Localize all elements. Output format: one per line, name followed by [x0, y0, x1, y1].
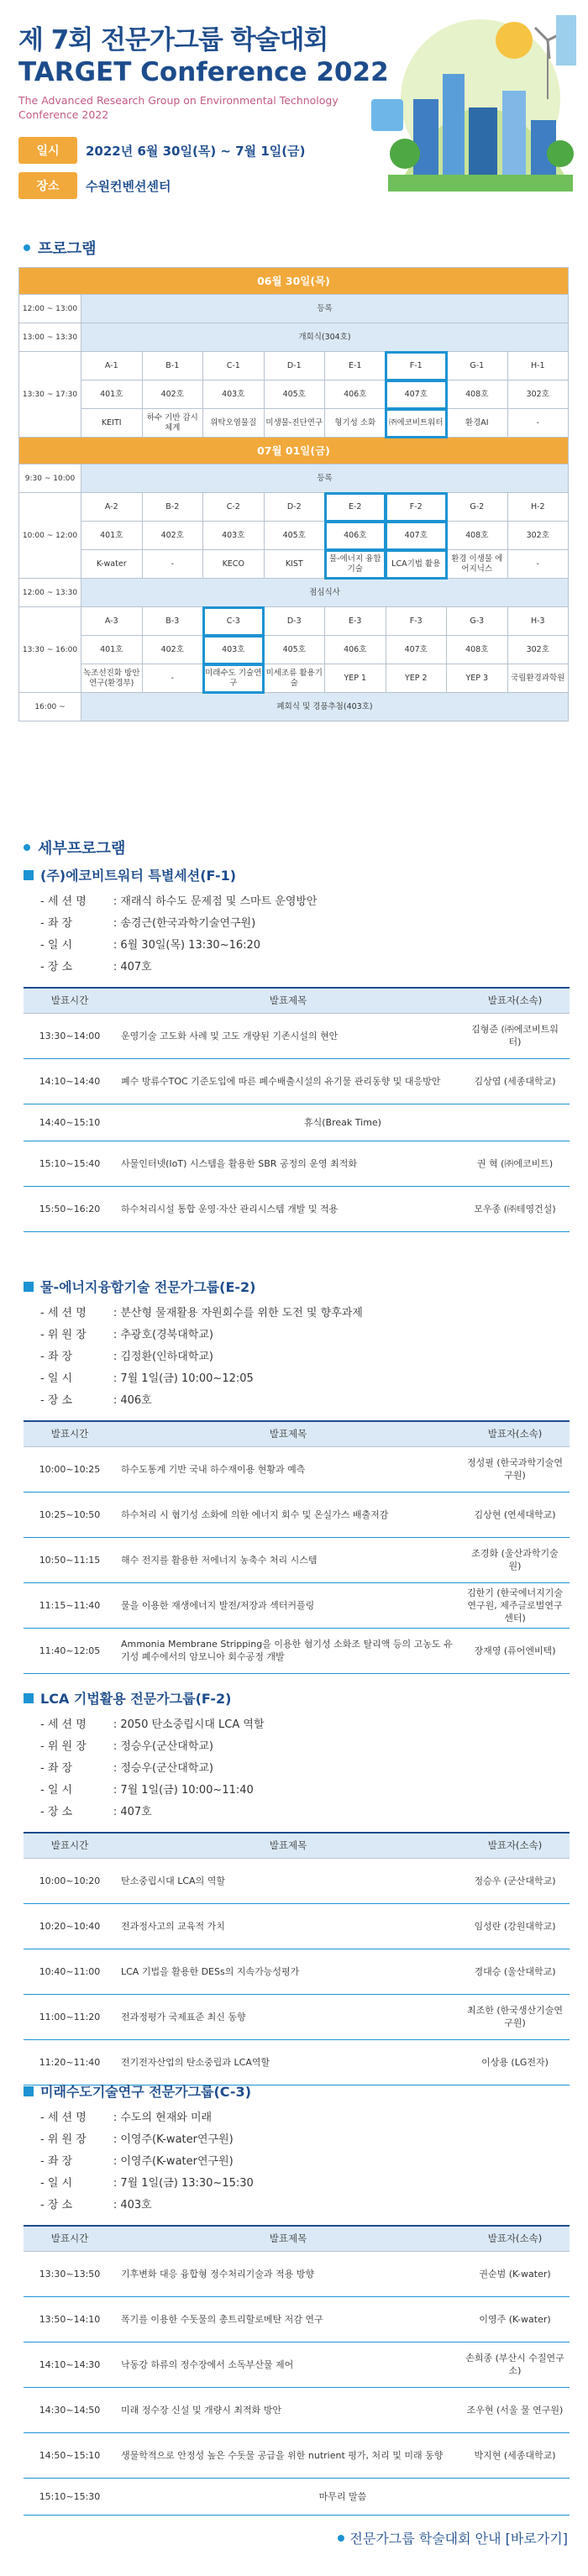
presenter-cell: 임성란 (강원대학교): [460, 1903, 570, 1949]
meta-row: - 세 션 명 : 수도의 현재와 미래: [40, 2112, 213, 2124]
break-cell: 마무리 말씀: [116, 2478, 570, 2515]
title-cell: 낙동강 하류의 정수장에서 소독부산물 제어: [116, 2342, 460, 2387]
org-cell: KECO: [203, 550, 265, 579]
time-cell: 13:30 ~ 17:30: [19, 352, 81, 438]
date-value: 2022년 6월 30일(목) ~ 7월 1일(금): [86, 143, 306, 159]
meta-row: - 장 소 : 403호: [40, 2199, 152, 2211]
time-cell: 13:00 ~ 13:30: [19, 323, 81, 352]
org-cell: 환경AI: [447, 409, 508, 438]
presenter-cell: 권 혁 (㈜에코비트): [460, 1141, 570, 1186]
meta-row: - 좌 장 : 이영주(K-water연구원): [40, 2155, 234, 2168]
session-table: [24, 1420, 570, 1674]
table-header-row: [24, 1421, 570, 1446]
session-code: E-2: [325, 493, 386, 522]
room-cell: 407호: [386, 636, 447, 664]
opening-cell: 개회식(304호): [81, 323, 569, 352]
time-cell: 15:50~16:20: [24, 1186, 116, 1231]
session-code: A-3: [81, 607, 143, 636]
title-cell: LCA 기법을 활용한 DESs의 지속가능성평가: [116, 1949, 460, 1994]
session-title: (주)에코비트워터 특별세션(F-1): [24, 865, 570, 884]
time-cell: 10:00~10:25: [24, 1446, 116, 1492]
room-cell: 405호: [264, 636, 325, 664]
time-cell: 16:00 ~: [19, 693, 81, 721]
presenter-cell: 김형준 (㈜에코비트워터): [460, 1013, 570, 1058]
room-cell: 408호: [447, 380, 508, 409]
org-cell: 위탁오염물질: [203, 409, 265, 438]
meta-row: - 좌 장 : 정승우(군산대학교): [40, 1762, 213, 1775]
table-row: [24, 1949, 570, 1994]
col-header: 발표시간: [24, 1421, 116, 1446]
room-cell: 407호: [386, 380, 447, 409]
org-cell: KEITI: [81, 409, 143, 438]
meta-row: - 장 소 : 406호: [40, 1394, 152, 1407]
col-header: 발표자(소속): [460, 2226, 570, 2251]
table-row: [24, 2251, 570, 2296]
session-code: C-3: [203, 607, 265, 636]
title-cell: 해수 전지를 활용한 저에너지 농축수 처리 시스템: [116, 1537, 460, 1582]
time-cell: 11:15~11:40: [24, 1582, 116, 1628]
session-code: E-3: [325, 607, 386, 636]
table-row: [24, 1628, 570, 1673]
table-row: [24, 1186, 570, 1231]
room-cell: 406호: [325, 380, 386, 409]
title-cell: 전기전자산업의 탄소중립과 LCA역할: [116, 2039, 460, 2085]
title-cell: 폭기를 이용한 수돗물의 총트리할로메탄 저감 연구: [116, 2296, 460, 2342]
title-cell: 하수도통계 기반 국내 하수재이용 현황과 예측: [116, 1446, 460, 1492]
title-cell: 전과정사고의 교육적 가치: [116, 1903, 460, 1949]
time-cell: 13:50~14:10: [24, 2296, 116, 2342]
room-cell: 406호: [325, 636, 386, 664]
org-cell: YEP 2: [386, 664, 447, 693]
table-row: [24, 1492, 570, 1537]
session-code: H-3: [507, 607, 569, 636]
org-cell: 형기성 소화: [325, 409, 386, 438]
presenter-cell: 권순범 (K-water): [460, 2251, 570, 2296]
org-cell: -: [507, 409, 569, 438]
org-cell: K-water: [81, 550, 143, 579]
presenter-cell: 김한기 (한국에너지기술연구원, 제주글로벌연구센터): [460, 1582, 570, 1628]
session-code: C-1: [203, 352, 265, 380]
org-cell: 미세조류 활용기술: [264, 664, 325, 693]
time-cell: 15:10~15:40: [24, 1141, 116, 1186]
meta-row: - 일 시 : 6월 30일(목) 13:30~16:20: [40, 939, 261, 952]
room-cell: 405호: [264, 522, 325, 550]
registration-cell: 등록: [81, 464, 569, 493]
table-row: [24, 1858, 570, 1903]
room-cell: 402호: [142, 522, 203, 550]
presenter-cell: 김상현 (연세대학교): [460, 1492, 570, 1537]
session-code: C-2: [203, 493, 265, 522]
title-cell: 물을 이용한 재생에너지 발전/저장과 섹터커플링: [116, 1582, 460, 1628]
org-cell: YEP 1: [325, 664, 386, 693]
table-row: [24, 1994, 570, 2039]
table-header-row: [24, 1833, 570, 1858]
room-cell: 408호: [447, 522, 508, 550]
day2-header: 07월 01일(금): [19, 438, 569, 464]
table-header-row: [24, 988, 570, 1013]
table-row: [24, 1903, 570, 1949]
session-table: [24, 2225, 570, 2516]
conference-subtitle: The Advanced Research Group on Environmental Technology Conference 2022: [18, 94, 339, 121]
meta-row: - 일 시 : 7월 1일(금) 10:00~12:05: [40, 1372, 254, 1385]
time-cell: 11:00~11:20: [24, 1994, 116, 2039]
room-cell: 401호: [81, 380, 143, 409]
session-table: [24, 1832, 570, 2085]
eco-city-illustration: [354, 7, 581, 208]
table-header-row: [24, 2226, 570, 2251]
room-cell: 408호: [447, 636, 508, 664]
col-header: 발표시간: [24, 988, 116, 1013]
room-cell: 302호: [507, 380, 569, 409]
session-meta: [40, 2107, 570, 2217]
venue-row: [18, 171, 171, 200]
org-cell: 미생물-진단연구: [264, 409, 325, 438]
presenter-cell: 장재영 (퓨어엔비텍): [460, 1628, 570, 1673]
presenter-cell: 정승우 (군산대학교): [460, 1858, 570, 1903]
conference-info-link[interactable]: 전문가그룹 학술대회 안내 [바로가기]: [338, 2528, 568, 2547]
presenter-cell: 경대승 (울산대학교): [460, 1949, 570, 1994]
session-code: H-2: [507, 493, 569, 522]
room-cell: 403호: [203, 380, 265, 409]
date-badge: 일시: [18, 137, 77, 164]
table-row: [24, 2478, 570, 2515]
time-cell: 14:10~14:30: [24, 2342, 116, 2387]
time-cell: 10:40~11:00: [24, 1949, 116, 1994]
venue-badge: 장소: [18, 172, 77, 199]
title-cell: 하수처리시설 통합 운영·자산 관리시스템 개발 및 적용: [116, 1186, 460, 1231]
col-header: 발표시간: [24, 2226, 116, 2251]
meta-row: - 세 션 명 : 분산형 물재활용 자원회수를 위한 도전 및 향후과제: [40, 1307, 363, 1319]
program-section-title: 프로그램: [24, 237, 97, 259]
room-cell: 302호: [507, 636, 569, 664]
session-code: F-3: [386, 607, 447, 636]
session-code: A-2: [81, 493, 143, 522]
session-code: B-1: [142, 352, 203, 380]
table-row: [24, 1537, 570, 1582]
col-header: 발표제목: [116, 1421, 460, 1446]
bullet-icon: [24, 244, 30, 251]
col-header: 발표제목: [116, 1833, 460, 1858]
presenter-cell: 손희종 (부산시 수질연구소): [460, 2342, 570, 2387]
presenter-cell: 김상엽 (세종대학교): [460, 1058, 570, 1104]
org-cell: LCA기법 활용: [386, 550, 447, 579]
col-header: 발표자(소속): [460, 1421, 570, 1446]
room-cell: 401호: [81, 636, 143, 664]
session-code: H-1: [507, 352, 569, 380]
session-code: G-1: [447, 352, 508, 380]
org-cell: -: [507, 550, 569, 579]
title-cell: 사물인터넷(IoT) 시스템을 활용한 SBR 공정의 운영 최적화: [116, 1141, 460, 1186]
time-cell: 13:30 ~ 16:00: [19, 607, 81, 693]
org-cell: -: [142, 664, 203, 693]
time-cell: 10:20~10:40: [24, 1903, 116, 1949]
session-title: 미래수도기술연구 전문가그룹(C-3): [24, 2081, 570, 2101]
title-cell: 전과정평가 국제표준 최신 동향: [116, 1994, 460, 2039]
table-row: [24, 2342, 570, 2387]
session-title: LCA 기법활용 전문가그룹(F-2): [24, 1688, 570, 1708]
time-cell: 15:10~15:30: [24, 2478, 116, 2515]
room-cell: 403호: [203, 522, 265, 550]
session-code: G-3: [447, 607, 508, 636]
break-cell: 휴식(Break Time): [116, 1104, 570, 1141]
meta-row: - 위 원 장 : 정승우(군산대학교): [40, 1740, 213, 1753]
time-cell: 9:30 ~ 10:00: [19, 464, 81, 493]
time-cell: 14:30~14:50: [24, 2387, 116, 2432]
detail-section-title: 세부프로그램: [24, 837, 125, 858]
time-cell: 10:25~10:50: [24, 1492, 116, 1537]
room-cell: 406호: [325, 522, 386, 550]
org-cell: 하수 기반 감시체계: [142, 409, 203, 438]
session-code: F-2: [386, 493, 447, 522]
conference-title: TARGET Conference 2022: [18, 57, 389, 87]
title-cell: Ammonia Membrane Stripping을 이용한 혐기성 소화조 탈리액 등의 고농도 유기성 폐수에서의 암모니아 회수공정 개발: [116, 1628, 460, 1673]
room-cell: 401호: [81, 522, 143, 550]
square-bullet-icon: [24, 870, 34, 880]
session-code: B-2: [142, 493, 203, 522]
meta-row: - 세 션 명 : 재래식 하수도 문제점 및 스마트 운영방안: [40, 895, 318, 908]
time-cell: 11:40~12:05: [24, 1628, 116, 1673]
org-cell: 미래수도 기술연구: [203, 664, 265, 693]
square-bullet-icon: [24, 2086, 34, 2096]
time-cell: 12:00 ~ 13:30: [19, 579, 81, 607]
table-row: [24, 2296, 570, 2342]
room-cell: 403호: [203, 636, 265, 664]
closing-cell: 폐회식 및 경품추첨(403호): [81, 693, 569, 721]
table-row: [24, 1446, 570, 1492]
presenter-cell: 박지현 (세종대학교): [460, 2432, 570, 2478]
org-cell: YEP 3: [447, 664, 508, 693]
presenter-cell: 이영주 (K-water): [460, 2296, 570, 2342]
time-cell: 14:50~15:10: [24, 2432, 116, 2478]
time-cell: 13:30~13:50: [24, 2251, 116, 2296]
square-bullet-icon: [24, 1282, 34, 1292]
session-code: E-1: [325, 352, 386, 380]
session-e2: [24, 1277, 570, 1674]
table-row: [24, 1104, 570, 1141]
meta-row: - 장 소 : 407호: [40, 1806, 152, 1818]
presenter-cell: 최조한 (한국생산기술연구원): [460, 1994, 570, 2039]
bullet-icon: [338, 2535, 344, 2542]
session-code: D-1: [264, 352, 325, 380]
bullet-icon: [24, 844, 30, 851]
table-row: [24, 1013, 570, 1058]
col-header: 발표제목: [116, 2226, 460, 2251]
date-row: [18, 136, 305, 165]
venue-value: 수원컨벤션센터: [86, 178, 171, 194]
org-cell: ㈜에코비트워터: [386, 409, 447, 438]
session-meta: [40, 1714, 570, 1823]
meta-row: - 장 소 : 407호: [40, 961, 152, 973]
room-cell: 407호: [386, 522, 447, 550]
session-code: B-3: [142, 607, 203, 636]
room-cell: 405호: [264, 380, 325, 409]
presenter-cell: 조경화 (울산과학기술원): [460, 1537, 570, 1582]
time-cell: 13:30~14:00: [24, 1013, 116, 1058]
title-cell: 폐수 방류수TOC 기준도입에 따른 폐수배출시설의 유기물 관리동향 및 대응방안: [116, 1058, 460, 1104]
title-cell: 운영기술 고도화 사례 및 고도 개량된 기존시설의 현안: [116, 1013, 460, 1058]
session-c3: [24, 2081, 570, 2516]
table-row: [24, 1141, 570, 1186]
meta-row: - 일 시 : 7월 1일(금) 13:30~15:30: [40, 2177, 254, 2190]
room-cell: 402호: [142, 380, 203, 409]
time-cell: 14:10~14:40: [24, 1058, 116, 1104]
session-meta: [40, 1303, 570, 1412]
title-cell: 하수처리 시 혐기성 소화에 의한 에너지 회수 및 온실가스 배출저감: [116, 1492, 460, 1537]
org-cell: 국립환경과학원: [507, 664, 569, 693]
program-table: [18, 267, 569, 721]
session-f1: [24, 865, 570, 1232]
room-cell: 402호: [142, 636, 203, 664]
org-cell: KIST: [264, 550, 325, 579]
lunch-cell: 점심식사: [81, 579, 569, 607]
presenter-cell: 조우현 (서울 물 연구원): [460, 2387, 570, 2432]
time-cell: 14:40~15:10: [24, 1104, 116, 1141]
table-row: [24, 2432, 570, 2478]
session-title: 물-에너지융합기술 전문가그룹(E-2): [24, 1277, 570, 1296]
session-code: D-3: [264, 607, 325, 636]
presenter-cell: 모우종 (㈜테영건설): [460, 1186, 570, 1231]
registration-cell: 등록: [81, 295, 569, 323]
table-row: [24, 2039, 570, 2085]
time-cell: 10:00 ~ 12:00: [19, 493, 81, 579]
table-row: [24, 1058, 570, 1104]
meta-row: - 일 시 : 7월 1일(금) 10:00~11:40: [40, 1784, 254, 1797]
org-cell: 환경 이생물 에어지닉스: [447, 550, 508, 579]
session-meta: [40, 891, 570, 978]
meta-row: - 좌 장 : 김정환(인하대학교): [40, 1351, 213, 1363]
org-cell: -: [142, 550, 203, 579]
square-bullet-icon: [24, 1693, 34, 1703]
room-cell: 302호: [507, 522, 569, 550]
session-code: G-2: [447, 493, 508, 522]
col-header: 발표제목: [116, 988, 460, 1013]
org-cell: 물-에너지 융합기술: [325, 550, 386, 579]
presenter-cell: 이상용 (LG전자): [460, 2039, 570, 2085]
col-header: 발표자(소속): [460, 1833, 570, 1858]
title-cell: 생물학적으로 안정성 높은 수돗물 공급을 위한 nutrient 평가, 처리 및 미래 동향: [116, 2432, 460, 2478]
session-table: [24, 987, 570, 1232]
session-f2: [24, 1688, 570, 2085]
time-cell: 11:20~11:40: [24, 2039, 116, 2085]
meta-row: - 위 원 장 : 이영주(K-water연구원): [40, 2133, 234, 2146]
presenter-cell: 정성필 (한국과학기술연구원): [460, 1446, 570, 1492]
table-row: [24, 2387, 570, 2432]
title-cell: 미래 정수장 신설 및 개량시 최적화 방안: [116, 2387, 460, 2432]
page-title: 제 7회 전문가그룹 학술대회: [18, 25, 328, 55]
session-code: A-1: [81, 352, 143, 380]
header: [0, 0, 588, 215]
col-header: 발표시간: [24, 1833, 116, 1858]
time-cell: 12:00 ~ 13:00: [19, 295, 81, 323]
session-code: F-1: [386, 352, 447, 380]
time-cell: 10:50~11:15: [24, 1537, 116, 1582]
meta-row: - 위 원 장 : 추광호(경북대학교): [40, 1329, 213, 1341]
org-cell: 녹조선진화 방안 연구(환경부): [81, 664, 143, 693]
title-cell: 탄소중립시대 LCA의 역할: [116, 1858, 460, 1903]
session-code: D-2: [264, 493, 325, 522]
table-row: [24, 1582, 570, 1628]
time-cell: 10:00~10:20: [24, 1858, 116, 1903]
meta-row: - 세 션 명 : 2050 탄소중립시대 LCA 역할: [40, 1718, 265, 1731]
day1-header: 06월 30일(목): [19, 268, 569, 295]
col-header: 발표자(소속): [460, 988, 570, 1013]
meta-row: - 좌 장 : 송경근(한국과학기술연구원): [40, 917, 256, 930]
title-cell: 기후변화 대응 융합형 정수처리기술과 적용 방향: [116, 2251, 460, 2296]
